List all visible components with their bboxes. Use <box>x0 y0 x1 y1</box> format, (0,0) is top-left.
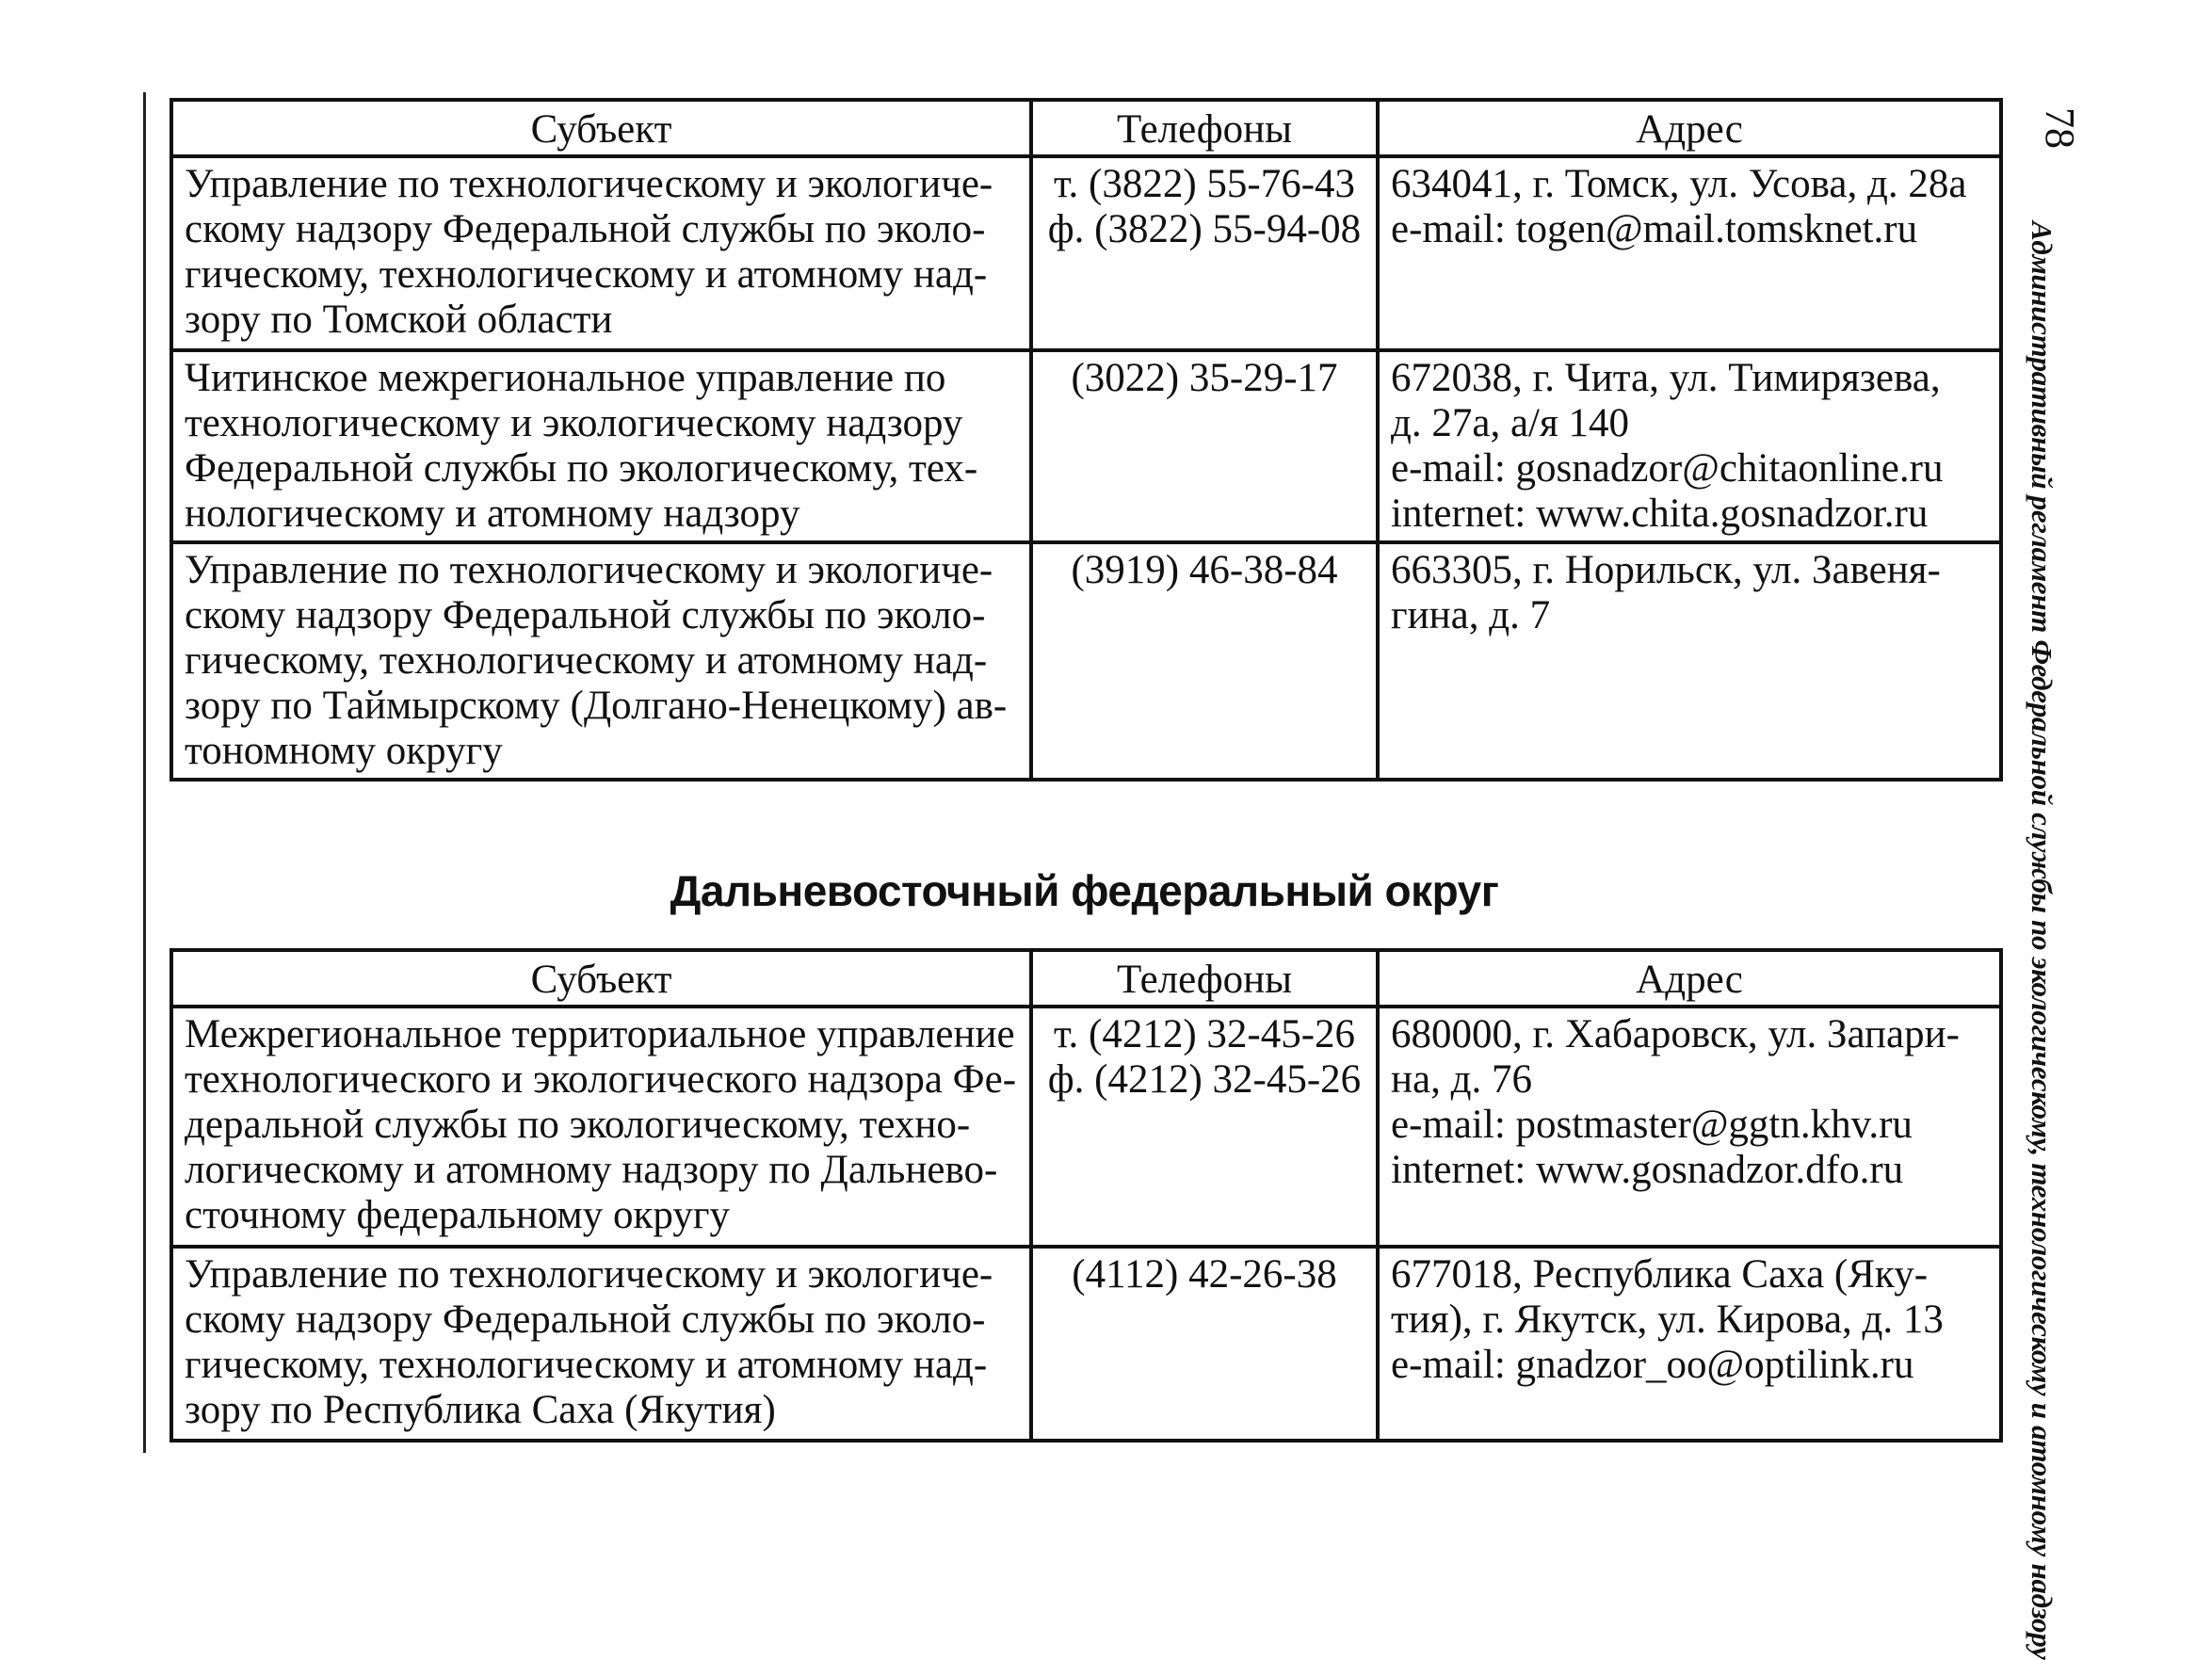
regional-offices-table-siberia <box>170 98 2003 782</box>
section-title: Дальневосточный федеральный округ <box>670 866 1499 915</box>
subject-cell: Читинское межрегиональное управление по технологическому и экологическому надзору Федеральной службы по экологическому, тех- нологическому и атомному надзору <box>171 350 1031 542</box>
regional-offices-table-far-east <box>170 948 2003 1442</box>
phones-cell: (3022) 35-29-17 <box>1031 350 1378 542</box>
address-cell: 680000, г. Хабаровск, ул. Запари- на, д. 76 e-mail: postmaster@ggtn.khv.ru internet: www.gosnadzor.dfo.ru <box>1378 1007 2001 1247</box>
table-row <box>171 350 2001 542</box>
subject-cell: Управление по технологическому и экологиче- скому надзору Федеральной службы по эколо- гическому, технологическому и атомному над- зору по Томской области <box>171 156 1031 350</box>
subject-cell: Межрегиональное территориальное управление технологического и экологического надзора Фе- деральной службы по экологическому, техно- логическому и атомному надзору по Дальнево- сточному федеральному округу <box>171 1007 1031 1247</box>
header-subject: Субъект <box>171 950 1031 1007</box>
header-phones: Телефоны <box>1031 100 1378 156</box>
margin-rule <box>143 92 146 1453</box>
page-number: 78 <box>2037 107 2084 149</box>
table-header-row <box>171 100 2001 156</box>
address-cell: 663305, г. Норильск, ул. Завеня- гина, д. 7 <box>1378 542 2001 780</box>
header-address: Адрес <box>1378 950 2001 1007</box>
address-cell: 677018, Республика Саха (Яку- тия), г. Якутск, ул. Кирова, д. 13 e-mail: gnadzor_oo@optilink.ru <box>1378 1247 2001 1441</box>
subject-cell: Управление по технологическому и экологиче- скому надзору Федеральной службы по эколо- гическому, технологическому и атомному над- зору по Республика Саха (Якутия) <box>171 1247 1031 1441</box>
table-row <box>171 542 2001 780</box>
header-address: Адрес <box>1378 100 2001 156</box>
address-cell: 634041, г. Томск, ул. Усова, д. 28а e-mail: togen@mail.tomsknet.ru <box>1378 156 2001 350</box>
table-header-row <box>171 950 2001 1007</box>
running-head: Административный регламент Федеральной службы по экологическому, технологическому и атомному надзору <box>2026 221 2059 1660</box>
table-row <box>171 1247 2001 1441</box>
header-subject: Субъект <box>171 100 1031 156</box>
table-row <box>171 1007 2001 1247</box>
phones-cell: т. (3822) 55-76-43 ф. (3822) 55-94-08 <box>1031 156 1378 350</box>
phones-cell: т. (4212) 32-45-26 ф. (4212) 32-45-26 <box>1031 1007 1378 1247</box>
address-cell: 672038, г. Чита, ул. Тимирязева, д. 27а, а/я 140 e-mail: gosnadzor@chitaonline.ru internet: www.chita.gosnadzor.ru <box>1378 350 2001 542</box>
phones-cell: (3919) 46-38-84 <box>1031 542 1378 780</box>
header-phones: Телефоны <box>1031 950 1378 1007</box>
table-row <box>171 156 2001 350</box>
phones-cell: (4112) 42-26-38 <box>1031 1247 1378 1441</box>
subject-cell: Управление по технологическому и экологиче- скому надзору Федеральной службы по эколо- гическому, технологическому и атомному над- зору по Таймырскому (Долгано-Ненецкому) ав- тономному округу <box>171 542 1031 780</box>
